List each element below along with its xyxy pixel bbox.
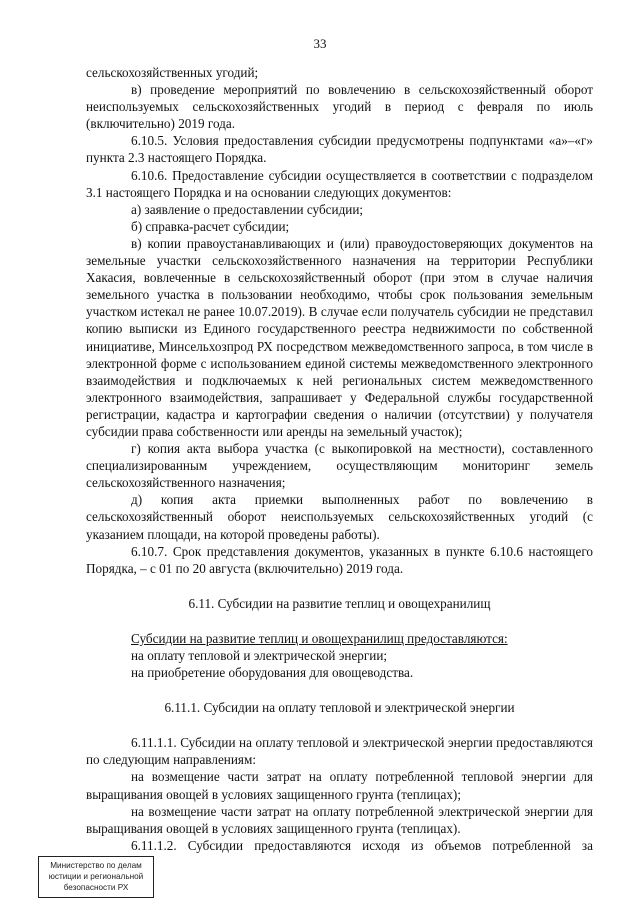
paragraph: 6.10.5. Условия предоставления субсидии предусмотрены подпунктами «а»–«г» пункта 2.3 настоящего Порядка. xyxy=(86,133,593,166)
list-item: б) справка-расчет субсидии; xyxy=(131,218,290,234)
section-heading: 6.11. Субсидии на развитие теплиц и овощехранилищ xyxy=(188,595,491,611)
list-item: на оплату тепловой и электрической энергии; xyxy=(131,648,388,663)
paragraph: в) проведение мероприятий по вовлечению в сельскохозяйственный оборот неиспользуемых сельскохозяйственных угодий в период с февраля по июль (включительно) 2019 года. xyxy=(86,82,593,132)
registration-stamp xyxy=(38,856,154,898)
paragraph xyxy=(86,630,593,647)
list-item: на возмещение части затрат на оплату потребленной электрической энергии для выращивания овощей в условиях защищенного грунта (теплицах). xyxy=(86,803,593,836)
paragraph: сельскохозяйственных угодий; xyxy=(86,65,259,80)
stamp-line: безопасности РХ xyxy=(63,883,129,892)
paragraph: 6.10.6. Предоставление субсидии осуществляется в соответствии с подразделом 3.1 настоящего Порядка и на основании следующих документов: xyxy=(86,167,593,200)
list-item: на приобретение оборудования для овощеводства. xyxy=(131,665,414,681)
paragraph: 6.11.1.1. Субсидии на оплату тепловой и электрической энергии предоставляются по следующим направлениям: xyxy=(86,735,593,768)
subsection-heading: 6.11.1. Субсидии на оплату тепловой и электрической энергии xyxy=(164,700,515,716)
list-item: а) заявление о предоставлении субсидии; xyxy=(131,201,364,217)
underlined-text: Субсидии на развитие теплиц и овощехранилищ предоставляются: xyxy=(131,630,508,646)
document-body xyxy=(86,64,593,854)
stamp-line: юстиции и региональной xyxy=(48,872,144,881)
page-number: 33 xyxy=(313,36,327,51)
list-item: на возмещение части затрат на оплату потребленной тепловой энергии для выращивания овощей в условиях защищенного грунта (теплицах); xyxy=(86,769,593,802)
list-item: в) копии правоустанавливающих и (или) правоудостоверяющих документов на земельные участки сельскохозяйственного назначения на территории Республики Хакасия, вовлеченные в сельскохозяйственный оборот (при этом в случае наличия земельного участка в пользовании необходимо, чтобы срок пользования земельным участком истекал не ранее 10.07.2019). В случае если получатель субсидии не представил копию выписки из Единого государственного реестра недвижимости по собственной инициативе, Минсельхозпрод РХ посредством межведомственного запроса, в том числе в электронной форме с использованием единой системы межведомственного электронного взаимодействия и подключаемых к ней региональных систем межведомственного электронного взаимодействия, запрашивает у Федеральной службы государственной регистрации, кадастра и картографии сведения о наличии (отсутствии) у получателя субсидии права собственности или аренды на земельный участок); xyxy=(86,235,593,439)
list-item: г) копия акта выбора участка (с выкопировкой на местности), составленного специализированным учреждением, осуществляющим мониторинг земель сельскохозяйственного назначения; xyxy=(86,441,593,491)
paragraph: 6.11.1.2. Субсидии предоставляются исходя из объемов потребленной за xyxy=(131,837,593,853)
paragraph: 6.10.7. Срок представления документов, указанных в пункте 6.10.6 настоящего Порядка, – с 01 по 20 августа (включительно) 2019 года. xyxy=(86,543,593,576)
list-item: д) копия акта приемки выполненных работ по вовлечению в сельскохозяйственный оборот неиспользуемых сельскохозяйственных угодий (с указанием площади, на которой проведены работы). xyxy=(86,492,593,542)
stamp-line: Министерство по делам xyxy=(50,861,142,870)
